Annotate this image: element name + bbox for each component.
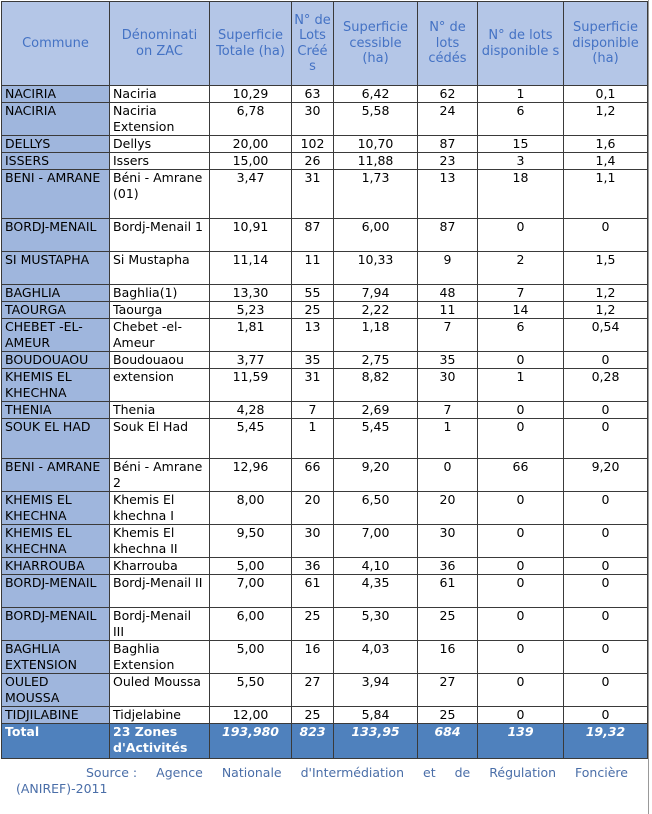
total-lots-cedes: 684 [418,724,478,759]
cell-lots-disponibles: 0 [478,352,564,369]
table-row [2,558,648,575]
cell-superficie-totale: 20,00 [210,136,292,153]
cell-commune: TIDJILABINE [2,707,110,724]
cell-lots-disponibles: 0 [478,608,564,641]
table-row [2,86,648,103]
cell-commune: SI MUSTAPHA [2,252,110,285]
cell-superficie-cessible: 1,73 [334,170,418,219]
cell-superficie-cessible: 5,84 [334,707,418,724]
cell-lots-cedes: 36 [418,558,478,575]
cell-commune: THENIA [2,402,110,419]
cell-superficie-disponible: 0 [564,674,648,707]
cell-superficie-totale: 3,47 [210,170,292,219]
cell-lots-crees: 11 [292,252,334,285]
cell-superficie-disponible: 0 [564,352,648,369]
cell-superficie-disponible: 0 [564,402,648,419]
table-row [2,492,648,525]
cell-superficie-disponible: 1,5 [564,252,648,285]
cell-superficie-disponible: 0 [564,707,648,724]
cell-commune: BAGHLIA [2,285,110,302]
header-lots-disponibles: N° de lots disponible s [478,2,564,86]
table-row [2,319,648,352]
cell-superficie-disponible: 0 [564,492,648,525]
cell-superficie-totale: 11,59 [210,369,292,402]
cell-denomination: Ouled Moussa [110,674,210,707]
cell-commune: KHEMIS EL KHECHNA [2,369,110,402]
cell-superficie-disponible: 1,4 [564,153,648,170]
total-superficie-cessible: 133,95 [334,724,418,759]
cell-superficie-disponible: 1,6 [564,136,648,153]
cell-lots-cedes: 9 [418,252,478,285]
cell-lots-cedes: 23 [418,153,478,170]
cell-superficie-cessible: 4,10 [334,558,418,575]
cell-lots-cedes: 1 [418,419,478,459]
cell-commune: KHARROUBA [2,558,110,575]
source-word: de [454,765,471,780]
cell-superficie-cessible: 9,20 [334,459,418,492]
cell-commune: BENI - AMRANE [2,459,110,492]
cell-lots-cedes: 24 [418,103,478,136]
cell-lots-cedes: 30 [418,369,478,402]
cell-superficie-disponible: 0,1 [564,86,648,103]
cell-lots-crees: 30 [292,103,334,136]
cell-denomination: Souk El Had [110,419,210,459]
cell-lots-disponibles: 0 [478,492,564,525]
total-superficie-disponible: 19,32 [564,724,648,759]
cell-lots-crees: 55 [292,285,334,302]
cell-superficie-disponible: 0 [564,419,648,459]
cell-superficie-cessible: 10,33 [334,252,418,285]
table-row [2,302,648,319]
cell-superficie-totale: 6,78 [210,103,292,136]
cell-commune: NACIRIA [2,103,110,136]
cell-denomination: Naciria Extension [110,103,210,136]
cell-lots-cedes: 62 [418,86,478,103]
cell-commune: KHEMIS EL KHECHNA [2,525,110,558]
cell-lots-crees: 26 [292,153,334,170]
cell-superficie-disponible: 0 [564,608,648,641]
cell-denomination: Bordj-Menail 1 [110,219,210,252]
cell-lots-crees: 1 [292,419,334,459]
cell-lots-disponibles: 0 [478,525,564,558]
cell-lots-crees: 31 [292,170,334,219]
cell-lots-crees: 27 [292,674,334,707]
cell-lots-disponibles: 0 [478,641,564,674]
cell-superficie-totale: 5,50 [210,674,292,707]
cell-lots-crees: 16 [292,641,334,674]
cell-superficie-disponible: 0 [564,641,648,674]
cell-superficie-disponible: 0 [564,525,648,558]
cell-lots-cedes: 35 [418,352,478,369]
table-row [2,402,648,419]
cell-lots-disponibles: 0 [478,419,564,459]
cell-lots-cedes: 25 [418,608,478,641]
cell-superficie-totale: 3,77 [210,352,292,369]
cell-superficie-cessible: 6,42 [334,86,418,103]
cell-lots-cedes: 16 [418,641,478,674]
header-superficie-disponible: Superficie disponible (ha) [564,2,648,86]
source-line-1 [16,765,628,781]
cell-lots-disponibles: 1 [478,369,564,402]
cell-denomination: Bordj-Menail III [110,608,210,641]
cell-superficie-cessible: 4,35 [334,575,418,608]
cell-lots-disponibles: 14 [478,302,564,319]
cell-superficie-disponible: 1,2 [564,103,648,136]
table-row [2,419,648,459]
cell-superficie-totale: 6,00 [210,608,292,641]
cell-superficie-disponible: 0,28 [564,369,648,402]
cell-denomination: Taourga [110,302,210,319]
cell-lots-disponibles: 1 [478,86,564,103]
cell-lots-cedes: 30 [418,525,478,558]
cell-lots-cedes: 25 [418,707,478,724]
cell-lots-crees: 87 [292,219,334,252]
cell-superficie-cessible: 2,75 [334,352,418,369]
cell-superficie-totale: 8,00 [210,492,292,525]
cell-superficie-cessible: 8,82 [334,369,418,402]
table-row [2,252,648,285]
table-row [2,608,648,641]
cell-denomination: Tidjelabine [110,707,210,724]
cell-commune: CHEBET -EL-AMEUR [2,319,110,352]
header-superficie-cessible: Superficie cessible (ha) [334,2,418,86]
cell-lots-disponibles: 0 [478,219,564,252]
cell-commune: BENI - AMRANE [2,170,110,219]
cell-lots-cedes: 48 [418,285,478,302]
cell-superficie-cessible: 3,94 [334,674,418,707]
cell-superficie-totale: 5,45 [210,419,292,459]
table-row [2,674,648,707]
cell-lots-crees: 13 [292,319,334,352]
cell-lots-crees: 7 [292,402,334,419]
cell-lots-disponibles: 0 [478,674,564,707]
cell-lots-cedes: 13 [418,170,478,219]
cell-denomination: Béni - Amrane 2 [110,459,210,492]
cell-lots-disponibles: 18 [478,170,564,219]
zones-activites-table [1,1,648,759]
cell-superficie-totale: 9,50 [210,525,292,558]
total-lots-disponibles: 139 [478,724,564,759]
cell-lots-disponibles: 0 [478,707,564,724]
cell-commune: BORDJ-MENAIL [2,219,110,252]
cell-superficie-totale: 7,00 [210,575,292,608]
page-edge-line [648,0,649,814]
source-word: Source : [86,765,138,780]
cell-superficie-totale: 12,96 [210,459,292,492]
source-word: Agence [156,765,203,780]
cell-lots-crees: 25 [292,302,334,319]
cell-lots-crees: 35 [292,352,334,369]
cell-lots-crees: 20 [292,492,334,525]
table-row [2,153,648,170]
cell-lots-disponibles: 6 [478,103,564,136]
source-word: Régulation [489,765,557,780]
cell-commune: TAOURGA [2,302,110,319]
source-note [16,765,628,797]
cell-lots-crees: 66 [292,459,334,492]
cell-denomination: Chebet -el-Ameur [110,319,210,352]
cell-superficie-cessible: 5,30 [334,608,418,641]
cell-lots-crees: 61 [292,575,334,608]
cell-denomination: Dellys [110,136,210,153]
total-label: Total [2,724,110,759]
source-word: et [423,765,436,780]
source-word: d'Intermédiation [300,765,404,780]
cell-denomination: Si Mustapha [110,252,210,285]
cell-denomination: extension [110,369,210,402]
cell-superficie-disponible: 1,1 [564,170,648,219]
cell-commune: BOUDOUAOU [2,352,110,369]
table-row [2,575,648,608]
cell-denomination: Boudouaou [110,352,210,369]
cell-commune: OULED MOUSSA [2,674,110,707]
header-superficie-totale: Superficie Totale (ha) [210,2,292,86]
cell-lots-disponibles: 7 [478,285,564,302]
cell-denomination: Baghlia(1) [110,285,210,302]
source-word: Nationale [221,765,282,780]
cell-lots-cedes: 20 [418,492,478,525]
cell-superficie-totale: 1,81 [210,319,292,352]
table-row [2,707,648,724]
cell-superficie-totale: 15,00 [210,153,292,170]
cell-lots-cedes: 61 [418,575,478,608]
cell-lots-cedes: 87 [418,219,478,252]
cell-lots-cedes: 7 [418,319,478,352]
total-lots-crees: 823 [292,724,334,759]
cell-denomination: Khemis El khechna II [110,525,210,558]
cell-commune: BAGHLIA EXTENSION [2,641,110,674]
cell-lots-disponibles: 6 [478,319,564,352]
cell-denomination: Baghlia Extension [110,641,210,674]
cell-lots-crees: 63 [292,86,334,103]
cell-superficie-totale: 5,00 [210,558,292,575]
cell-superficie-cessible: 7,94 [334,285,418,302]
cell-superficie-cessible: 11,88 [334,153,418,170]
cell-lots-cedes: 7 [418,402,478,419]
cell-lots-crees: 102 [292,136,334,153]
table-row [2,219,648,252]
table-row [2,285,648,302]
cell-denomination: Kharrouba [110,558,210,575]
cell-lots-disponibles: 0 [478,575,564,608]
cell-lots-crees: 36 [292,558,334,575]
cell-lots-crees: 31 [292,369,334,402]
cell-denomination: Béni - Amrane (01) [110,170,210,219]
total-zones: 23 Zones d'Activités [110,724,210,759]
cell-superficie-totale: 10,29 [210,86,292,103]
cell-superficie-cessible: 6,00 [334,219,418,252]
cell-commune: NACIRIA [2,86,110,103]
total-superficie-totale: 193,980 [210,724,292,759]
cell-superficie-totale: 4,28 [210,402,292,419]
cell-lots-disponibles: 66 [478,459,564,492]
cell-lots-cedes: 27 [418,674,478,707]
cell-superficie-totale: 5,23 [210,302,292,319]
table-row [2,525,648,558]
cell-superficie-cessible: 10,70 [334,136,418,153]
cell-superficie-cessible: 5,58 [334,103,418,136]
header-denomination-zac: Dénominati on ZAC [110,2,210,86]
cell-commune: BORDJ-MENAIL [2,575,110,608]
source-word: Foncière [575,765,628,780]
cell-superficie-totale: 12,00 [210,707,292,724]
total-row [2,724,648,759]
cell-superficie-disponible: 1,2 [564,285,648,302]
cell-lots-cedes: 11 [418,302,478,319]
cell-superficie-cessible: 7,00 [334,525,418,558]
table-row [2,103,648,136]
cell-superficie-cessible: 6,50 [334,492,418,525]
cell-superficie-disponible: 0 [564,219,648,252]
cell-lots-crees: 25 [292,707,334,724]
cell-superficie-disponible: 0,54 [564,319,648,352]
cell-lots-crees: 30 [292,525,334,558]
table-row [2,352,648,369]
cell-denomination: Naciria [110,86,210,103]
table-row [2,641,648,674]
cell-superficie-cessible: 2,69 [334,402,418,419]
cell-denomination: Issers [110,153,210,170]
cell-commune: BORDJ-MENAIL [2,608,110,641]
cell-superficie-disponible: 0 [564,575,648,608]
cell-superficie-totale: 13,30 [210,285,292,302]
table-row [2,459,648,492]
cell-superficie-disponible: 0 [564,558,648,575]
header-lots-cedes: N° de lots cédés [418,2,478,86]
cell-lots-cedes: 87 [418,136,478,153]
cell-denomination: Bordj-Menail II [110,575,210,608]
cell-lots-disponibles: 0 [478,402,564,419]
cell-lots-crees: 25 [292,608,334,641]
cell-commune: SOUK EL HAD [2,419,110,459]
cell-superficie-cessible: 4,03 [334,641,418,674]
header-commune: Commune [2,2,110,86]
cell-commune: ISSERS [2,153,110,170]
cell-denomination: Thenia [110,402,210,419]
table-row [2,170,648,219]
cell-commune: DELLYS [2,136,110,153]
cell-lots-disponibles: 15 [478,136,564,153]
cell-lots-cedes: 0 [418,459,478,492]
cell-superficie-disponible: 1,2 [564,302,648,319]
source-line-2: (ANIREF)-2011 [16,781,108,796]
cell-commune: KHEMIS EL KHECHNA [2,492,110,525]
cell-superficie-totale: 10,91 [210,219,292,252]
cell-lots-disponibles: 2 [478,252,564,285]
cell-superficie-cessible: 2,22 [334,302,418,319]
table-row [2,136,648,153]
cell-superficie-disponible: 9,20 [564,459,648,492]
cell-superficie-cessible: 1,18 [334,319,418,352]
cell-lots-disponibles: 3 [478,153,564,170]
table-row [2,369,648,402]
cell-superficie-cessible: 5,45 [334,419,418,459]
cell-superficie-totale: 5,00 [210,641,292,674]
cell-superficie-totale: 11,14 [210,252,292,285]
header-row [2,2,648,86]
header-lots-crees: N° de Lots Créé s [292,2,334,86]
cell-denomination: Khemis El khechna I [110,492,210,525]
cell-lots-disponibles: 0 [478,558,564,575]
